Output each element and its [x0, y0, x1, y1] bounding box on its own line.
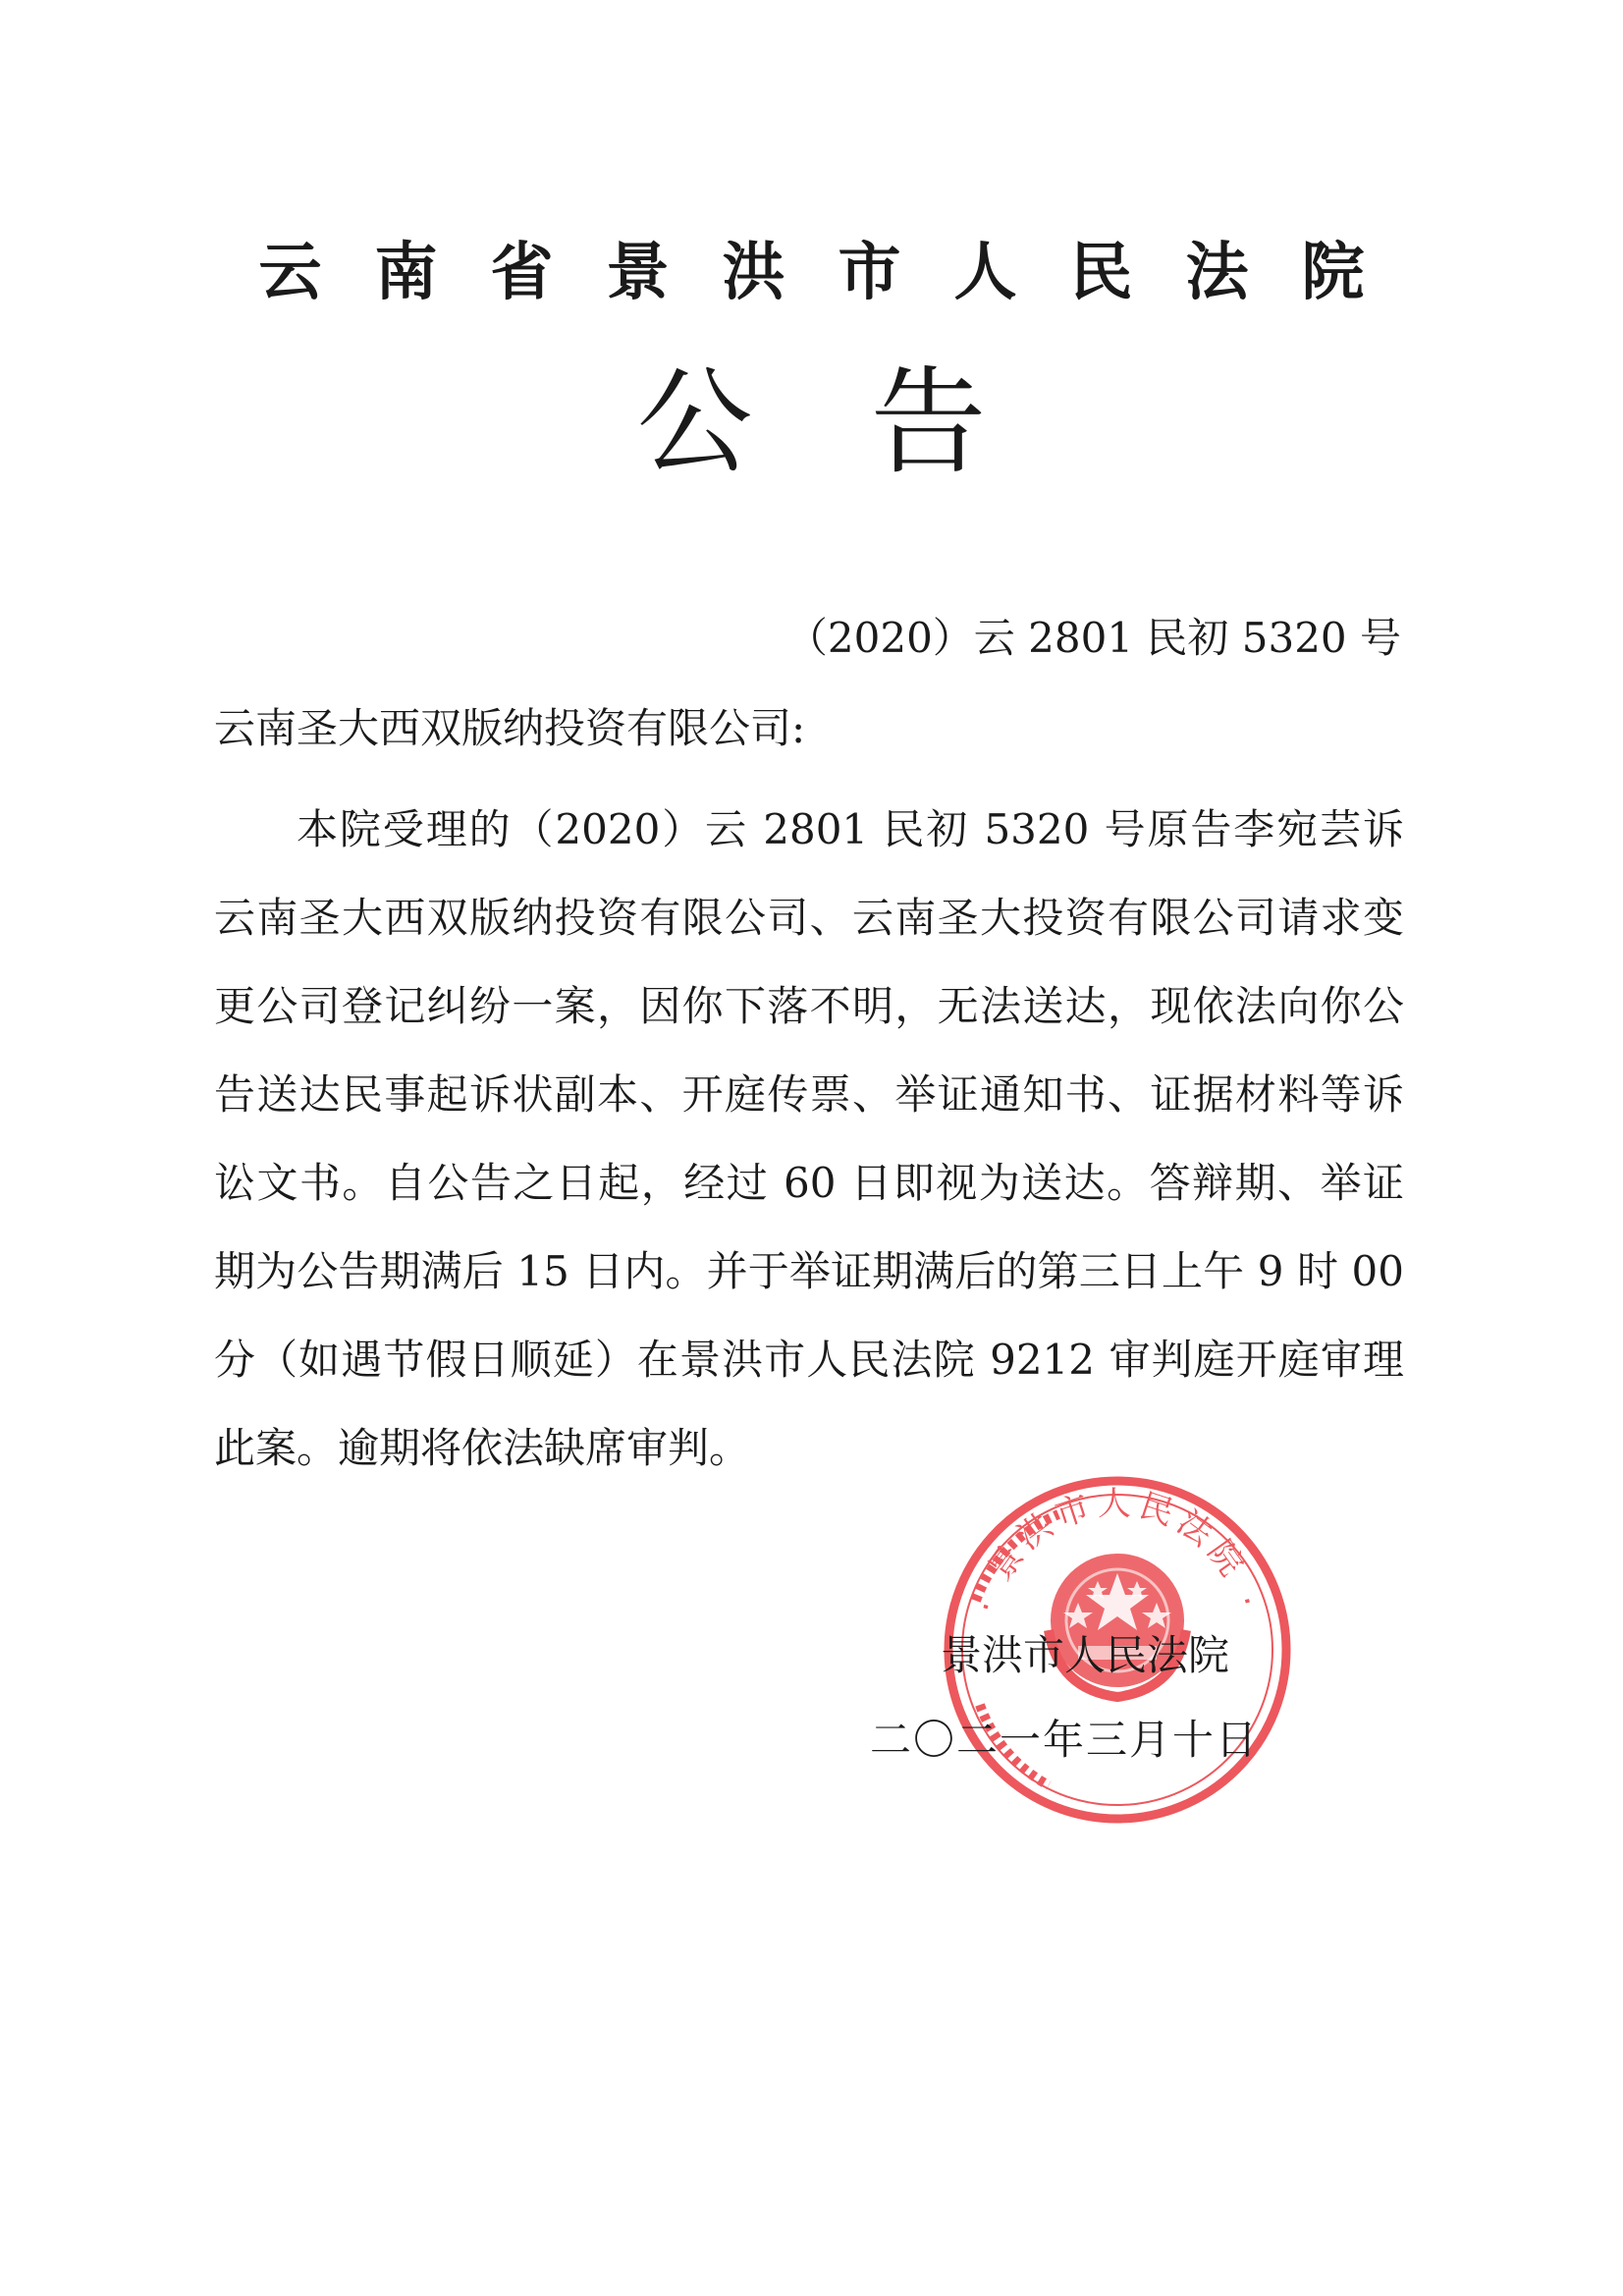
announcement-body: 本院受理的（2020）云 2801 民初 5320 号原告李宛芸诉云南圣大西双版纳投资有限公司、云南圣大投资有限公司请求变更公司登记纠纷一案，因你下落不明，无法送达，现依法向你公告送达民事起诉状副本、开庭传票、举证通知书、证据材料等诉讼文书。自公告之日起，经过 60 日即视为送达。答辩期、举证期为公告期满后 15 日内。并于举证期满后的第三日上午 9 时 00 分（如遇节假日顺延）在景洪市人民法院 9212 审判庭开庭审理此案。逾期将依法缺席审判。: [214, 805, 1404, 1472]
case-number: （2020）云 2801 民初 5320 号: [785, 614, 1401, 662]
document-title: 公告: [636, 355, 1105, 490]
issuing-court: 景洪市人民法院: [941, 1631, 1230, 1679]
addressee: 云南圣大西双版纳投资有限公司:: [214, 704, 806, 752]
issue-date: 二〇二一年三月十日: [870, 1716, 1260, 1764]
svg-text:· 景洪市人民法院 ·: · 景洪市人民法院 ·: [966, 1484, 1269, 1617]
court-name: 云南省景洪市人民法院: [258, 236, 1418, 309]
